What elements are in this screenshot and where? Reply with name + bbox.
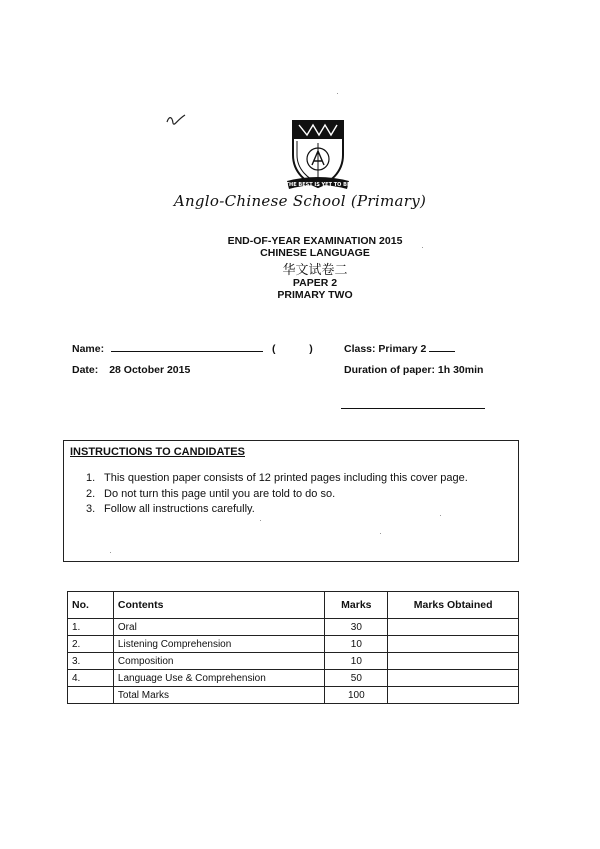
- column-header: Marks: [325, 592, 388, 619]
- exam-title: END-OF-YEAR EXAMINATION 2015: [227, 235, 403, 247]
- signature-line: [341, 408, 485, 409]
- table-row: [68, 670, 519, 687]
- row-number: [68, 687, 114, 704]
- row-marks: 30: [325, 619, 388, 636]
- marks-table: [67, 591, 519, 704]
- school-crest-logo: [285, 115, 351, 195]
- date-label: Date:: [72, 364, 99, 376]
- index-bracket-open: (: [271, 343, 276, 355]
- class-blank[interactable]: [429, 340, 455, 352]
- class-label: Class: Primary 2: [344, 343, 427, 355]
- duration-text: Duration of paper: 1h 30min: [344, 364, 484, 376]
- row-marks: 10: [325, 653, 388, 670]
- date-value: 28 October 2015: [109, 364, 191, 376]
- exam-subject-chinese: 华文试卷二: [282, 263, 348, 278]
- handwritten-mark: [165, 112, 187, 130]
- index-bracket-close: ): [309, 343, 313, 355]
- name-field[interactable]: [72, 340, 313, 355]
- instruction-item: 1. This question paper consists of 12 printed pages including this cover page.: [86, 472, 468, 484]
- instruction-item: 2. Do not turn this page until you are told to do so.: [86, 487, 336, 500]
- total-row: [68, 687, 519, 704]
- row-content: Composition: [113, 653, 324, 670]
- class-field[interactable]: [344, 340, 455, 355]
- row-number: 4.: [68, 670, 114, 687]
- table-row: [68, 653, 519, 670]
- svg-text:THE BEST IS YET TO BE: THE BEST IS YET TO BE: [285, 182, 351, 188]
- row-number: 2.: [68, 636, 114, 653]
- name-blank[interactable]: [111, 340, 263, 352]
- column-header: No.: [68, 592, 114, 619]
- marks-obtained-total-cell[interactable]: [388, 687, 519, 704]
- row-marks: 10: [325, 636, 388, 653]
- marks-obtained-cell[interactable]: [388, 653, 519, 670]
- marks-obtained-cell[interactable]: [388, 670, 519, 687]
- instructions-title: INSTRUCTIONS TO CANDIDATES: [70, 446, 245, 458]
- row-marks: 50: [325, 670, 388, 687]
- date-row: [72, 364, 190, 376]
- name-label: Name:: [72, 343, 105, 355]
- row-content: Total Marks: [113, 687, 324, 704]
- exam-level: PRIMARY TWO: [277, 289, 353, 301]
- row-number: 3.: [68, 653, 114, 670]
- school-name: Anglo-Chinese School (Primary): [173, 192, 427, 210]
- row-content: Listening Comprehension: [113, 636, 324, 653]
- row-marks: 100: [325, 687, 388, 704]
- column-header: Contents: [113, 592, 324, 619]
- marks-obtained-cell[interactable]: [388, 619, 519, 636]
- paper-number: PAPER 2: [292, 277, 338, 289]
- table-header-row: [68, 592, 519, 619]
- table-row: [68, 636, 519, 653]
- instruction-item: 3. Follow all instructions carefully.: [86, 503, 255, 515]
- column-header: Marks Obtained: [388, 592, 519, 619]
- exam-subject: CHINESE LANGUAGE: [260, 247, 370, 259]
- row-content: Oral: [113, 619, 324, 636]
- instructions-list: [86, 471, 468, 518]
- row-content: Language Use & Comprehension: [113, 670, 324, 687]
- table-row: [68, 619, 519, 636]
- row-number: 1.: [68, 619, 114, 636]
- marks-obtained-cell[interactable]: [388, 636, 519, 653]
